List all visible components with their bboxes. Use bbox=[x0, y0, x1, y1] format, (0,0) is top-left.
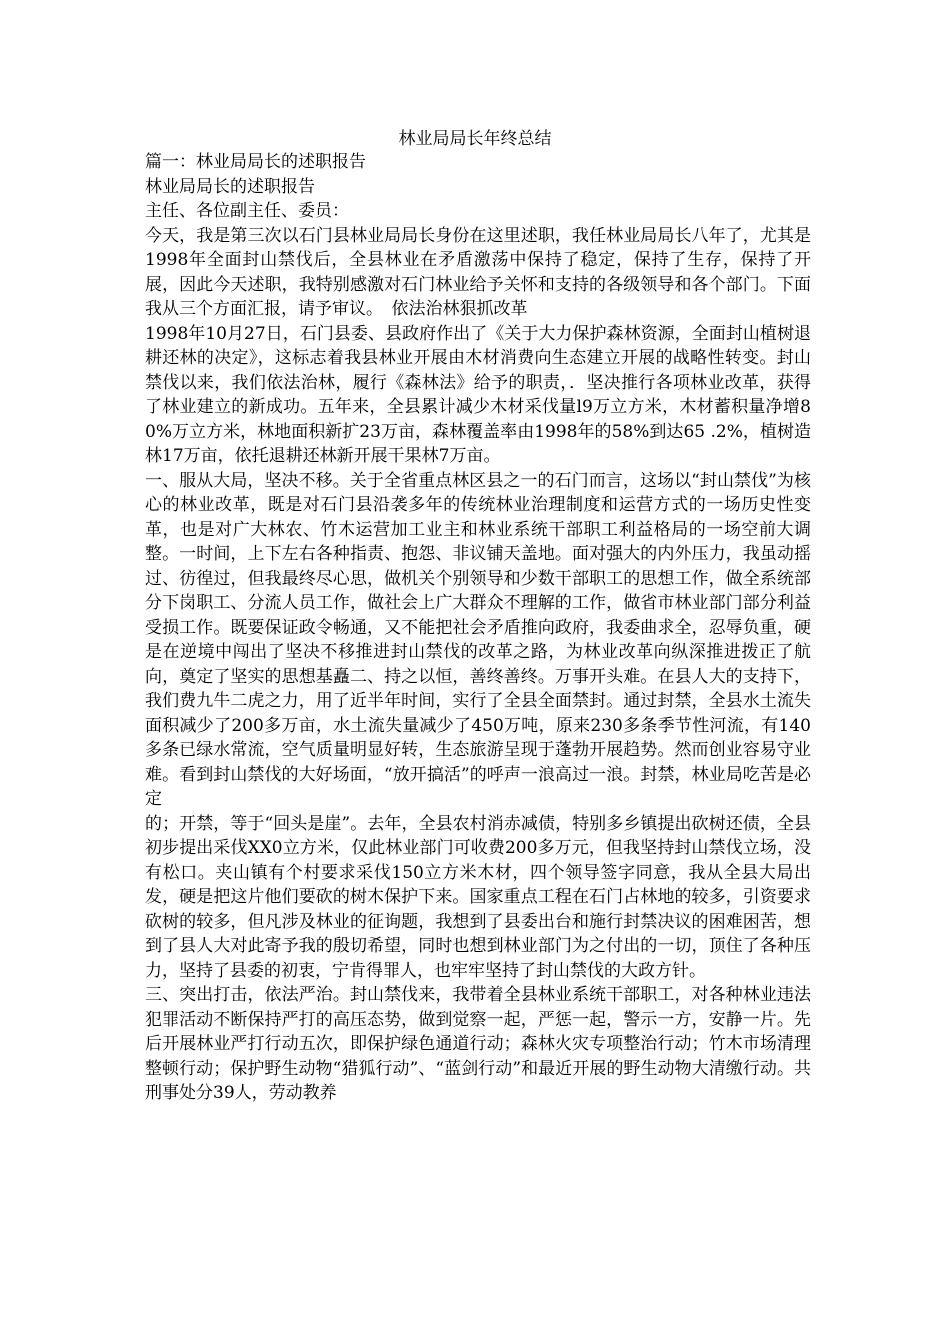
paragraph-intro: 今天，我是第三次以石门县林业局局长身份在这里述职，我任林业局局长八年了，尤其是1998年全面封山禁伐后，全县林业在矛盾激荡中保持了稳定，保持了生存，保持了开展，因此今天述职，我特别感激对石门林业给予关怀和支持的各级领导和各个部门。下面我从三个方面汇报，请予审议。 依法治林狠抓改革 bbox=[145, 225, 811, 319]
heading-chapter-one: 篇一：林业局局长的述职报告 bbox=[145, 152, 366, 172]
document-title: 林业局局长年终总结 bbox=[398, 129, 552, 149]
paragraph-section-one-two: 一、服从大局，坚决不移。关于全省重点林区县之一的石门而言，这场以“封山禁伐”为核心的林业改革，既是对石门县沿袭多年的传统林业治理制度和运营方式的一场历史性变革，也是对广大林农、竹木运营加工业主和林业系统干部职工利益格局的一场空前大调整。一时间，上下左右各种指责、抱怨、非议铺天盖地。面对强大的内外压力，我虽动摇过、彷徨过，但我最终尽心思，做机关个别领导和少数干部职工的思想工作，做全系统部分下岗职工、分流人员工作，做社会上广大群众不理解的工作，做省市林业部门部分利益受损工作。既要保证政令畅通，又不能把社会矛盾推向政府，我委曲求全，忍辱负重，硬是在逆境中闯出了坚决不移推进封山禁伐的改革之路，为林业改革向纵深推进拨正了航向，奠定了坚实的思想基矗二、持之以恒，善终善终。万事开头难。在县人大的支持下，我们费九牛二虎之力，用了近半年时间，实行了全县全面禁封。通过封禁，全县水土流失面积减少了200多万亩，水土流失量减少了450万吨，原来230多条季节性河流，有140多条已绿水常流，空气质量明显好转，生态旅游呈现于蓬勃开展趋势。然而创业容易守业难。看到封山禁伐的大好场面，“放开搞活”的呼声一浪高过一浪。封禁，林业局吃苦是必定 bbox=[145, 470, 811, 809]
paragraph-continuation: 的；开禁，等于“回头是崖”。去年，全县农村消赤减债，特别多乡镇提出砍树还债，全县初步提出采伐XX0立方米，仅此林业部门可收费200多万元，但我坚持封山禁伐立场，没有松口。夹山镇有个村要求采伐150立方米木材，四个领导签字同意，我从全县大局出发，硬是把这片他们要砍的树木保护下来。国家重点工程在石门占林地的较多，引资要求砍树的较多，但凡涉及林业的征询题，我想到了县委出台和施行封禁决议的困难困苦，想到了县人大对此寄予我的殷切希望，同时也想到林业部门为之付出的一切，顶住了各种压力，坚持了县委的初衷，宁肯得罪人，也牢牢坚持了封山禁伐的大政方针。 bbox=[145, 813, 811, 981]
salutation: 主任、各位副主任、委员： bbox=[145, 201, 349, 221]
paragraph-1998-decision: 1998年10月27日，石门县委、县政府作出了《关于大力保护森林资源，全面封山植树退耕还林的决定》，这标志着我县林业开展由木材消费向生态建立开展的战略性转变。封山禁伐以来，我们依法治林，履行《森林法》给予的职责，．坚决推行各项林业改革，获得了林业建立的新成功。五年来，全县累计减少木材采伐量l9万立方米，木材蓄积量净增80%万立方米，林地面积新扩23万亩，森林覆盖率由1998年的58%到达65 .2%，植树造林17万亩，依托退耕还林新开展干果林7万亩。 bbox=[145, 323, 811, 466]
document-body bbox=[145, 150, 811, 1106]
heading-report-title: 林业局局长的述职报告 bbox=[145, 176, 315, 197]
paragraph-section-three: 三、突出打击，依法严治。封山禁伐来，我带着全县林业系统干部职工，对各种林业违法犯罪活动不断保持严打的高压态势，做到觉察一起，严惩一起，警示一方，安静一片。先后开展林业严打行动五次，即保护绿色通道行动；森林火灾专项整治行动；竹木市场清理整顿行动；保护野生动物“猎狐行动”、“蓝剑行动”和最近开展的野生动物大清缴行动。共刑事处分39人，劳动教养 bbox=[145, 985, 811, 1103]
